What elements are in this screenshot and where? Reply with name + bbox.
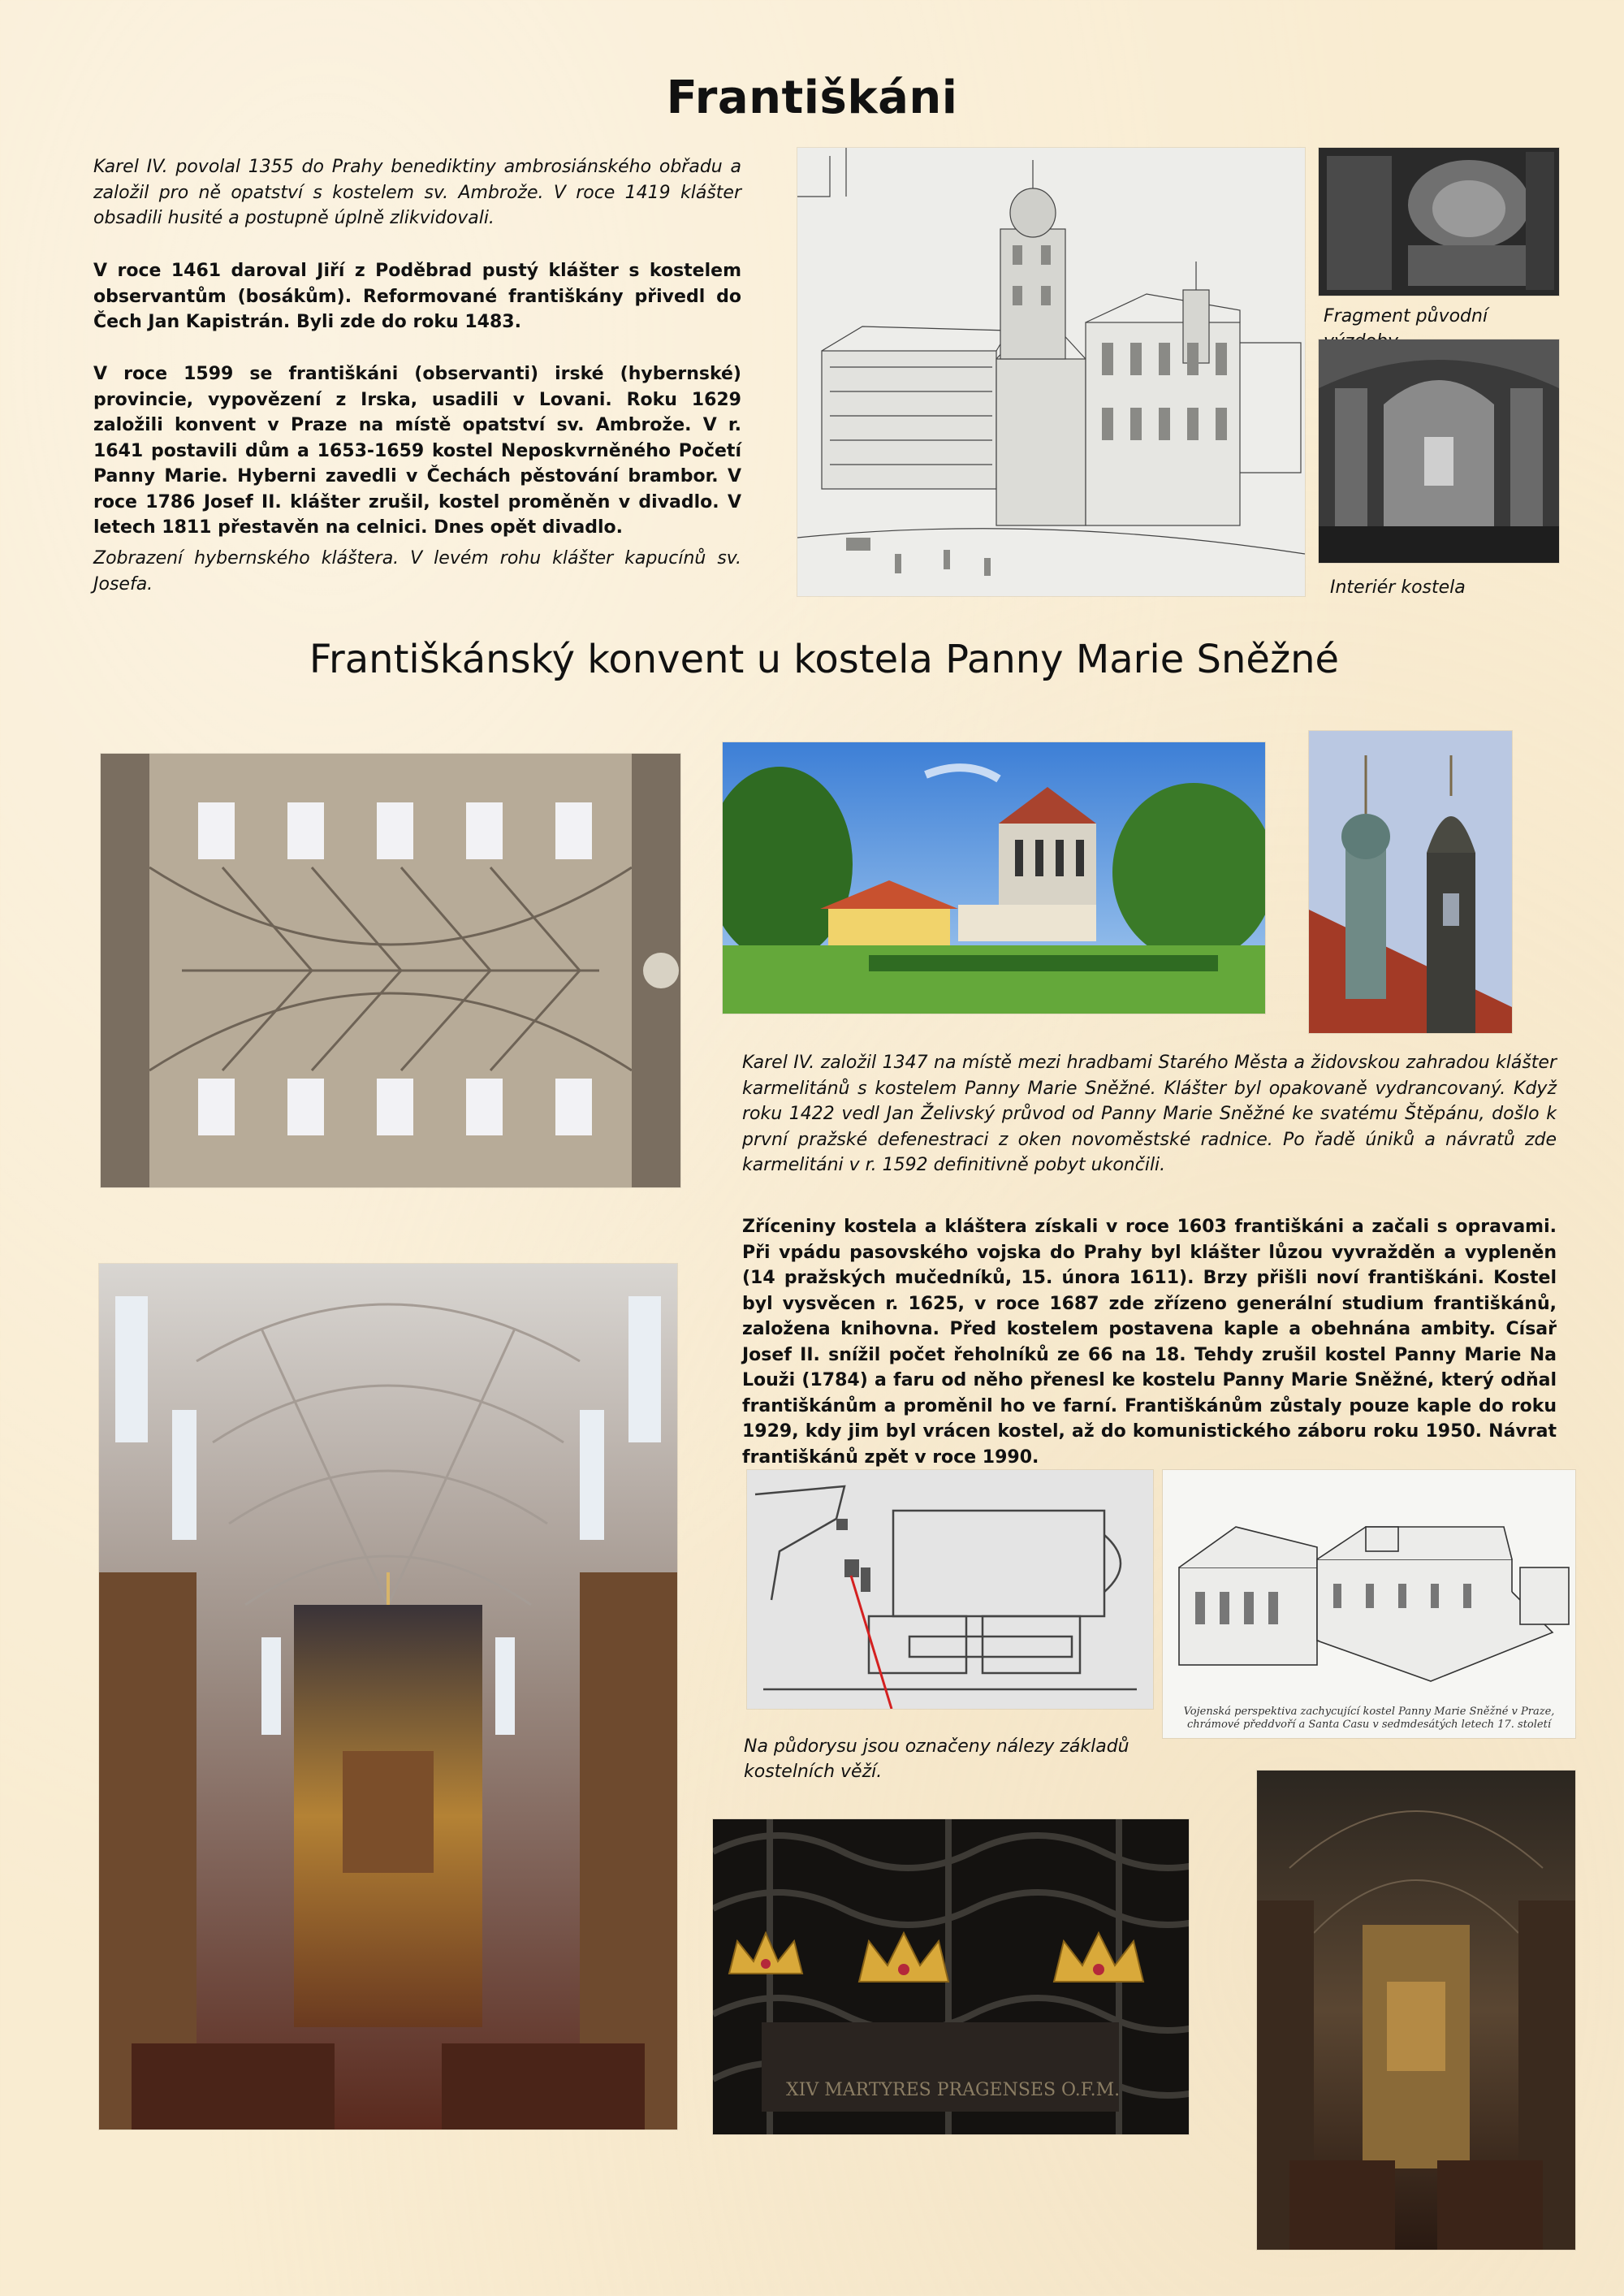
section-heading: Františkánský konvent u kostela Panny Marie Sněžné — [309, 637, 1340, 682]
ground-plan-photo — [747, 1470, 1153, 1709]
altar-interior-photo — [1257, 1771, 1575, 2250]
section2-paragraph-2: Zříceniny kostela a kláštera získali v roce 1603 františkáni a začali s opravami. Při vpádu pasovského vojska do Prahy byl klášter lůzou vyvražděn a vypleněn (14 pražských mučedníků, 15. února 1611). Brzy přišli noví františkáni. Kostel byl vysvěcen r. 1625, v roce 1687 zde zřízeno generální studium františkánů, založena knihovna. Před kostelem postavena kaple a obehnána ambity. Císař Josef II. snížil počet řeholníků ze 66 na 18. Tehdy zrušil kostel Panny Marie Na Louži (1784) a faru od něho přenesl ke kostelu Panny Marie Sněžné, který odňal františkánům a proměnil ho ve farní. Františkánům zůstaly pouze kaple do roku 1929, kdy jim byl vrácen kostel, až do komunistického záboru roku 1950. Návrat františkánů zpět v roce 1990. — [742, 1217, 1557, 1468]
perspective-print-caption: Vojenská perspektiva zachycující kostel Panny Marie Sněžné v Praze, chrámové předdvoří a Santa Casu v sedmdesátých letech 17. století — [1183, 1706, 1555, 1731]
section2-paragraph-1: Karel IV. založil 1347 na místě mezi hradbami Starého Města a židovskou zahradou klášter karmelitánů s kostelem Panny Marie Sněžné. Klášter byl opakovaně vydrancovaný. Když roku 1422 vedl Jan Želivský průvod od Panny Marie Sněžné ke svatému Štěpánu, došlo k první pražské defenestraci z oken novoměstské radnice. Po řadě úniků a návratů zde karmelitáni v r. 1592 definitivně pobyt ukončili. — [742, 1053, 1557, 1175]
fragment-decoration-photo — [1319, 148, 1559, 296]
intro-paragraph-2: V roce 1461 daroval Jiří z Poděbrad pustý klášter s kostelem observantům (bosákům). Reformované františkány přivedl do Čech Jan Kapistrán. Byli zde do roku 1483. — [93, 261, 741, 332]
intro-caption-engraving: Zobrazení hybernského kláštera. V levém rohu klášter kapucínů sv. Josefa. — [93, 548, 741, 595]
franciscan-garden-photo — [723, 742, 1265, 1014]
church-interior-ruin-photo — [1319, 339, 1559, 563]
fragment-caption: Fragment původní — [1324, 306, 1488, 326]
page-title: Františkáni — [666, 71, 958, 124]
church-nave-photo — [99, 1264, 677, 2130]
church-towers-photo — [1309, 731, 1512, 1033]
vault-ceiling-photo — [101, 754, 680, 1187]
hibernian-monastery-engraving — [797, 148, 1305, 596]
intro-paragraph-1: Karel IV. povolal 1355 do Prahy benediktiny ambrosiánského obřadu a založil pro ně opatství s kostelem sv. Ambrože. V roce 1419 klášter obsadili husité a postupně úplně zlikvidovali. — [93, 157, 741, 228]
intro-paragraph-3: V roce 1599 se františkáni (observanti) irské (hybernské) provincie, vypovězení z Irska, usadili v Lovani. Roku 1629 založili konvent v Praze na místě opatství sv. Ambrože. V r. 1641 postavili dům a 1653-1659 kostel Neposkvrněného Početí Panny Marie. Hyberni zavedli v Čechách pěstování brambor. V roce 1786 Josef II. klášter zrušil, kostel proměněn v divadlo. V letech 1811 přestavěn na celnici. Dnes opět divadlo. — [93, 364, 741, 538]
plaque-text: XIV MARTYRES PRAGENSES O.F.M. — [786, 2080, 1121, 2100]
plan-caption: Na půdorysu jsou označeny nálezy základů kostelních věží. — [744, 1736, 1129, 1782]
interior-caption: Interiér kostela — [1330, 577, 1466, 598]
perspective-print — [1163, 1470, 1575, 1738]
martyrs-crowns-photo — [713, 1819, 1189, 2134]
